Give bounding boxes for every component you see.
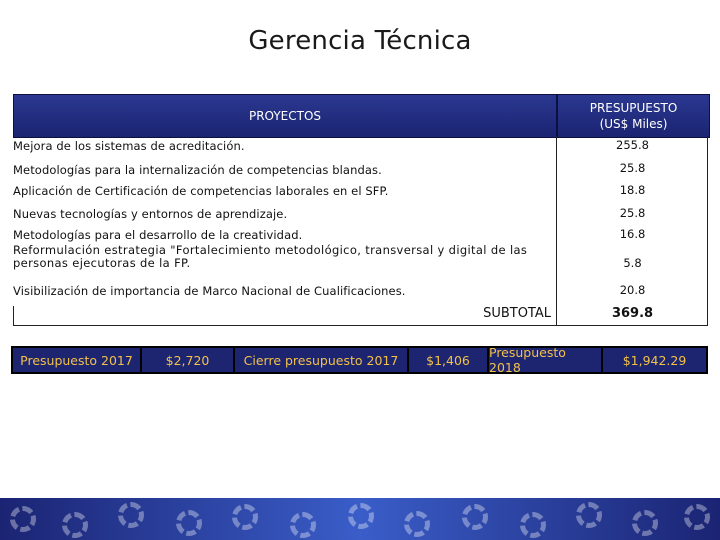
table-row-budget: 18.8 [619,183,646,197]
gear-icon [118,502,144,528]
header-projects: PROYECTOS [13,94,557,138]
budget-2017-label: Presupuesto 2017 [13,348,142,372]
closing-2017-value: $1,406 [409,348,489,372]
table-row-budget: 16.8 [619,227,646,241]
gear-icon [684,504,710,530]
table-row-project: Metodologías para la internalización de competencias blandas. [13,163,382,177]
left-border [13,306,14,326]
budget-2018-value: $1,942.29 [622,352,687,368]
budget-2018-label: Presupuesto 2018 [489,348,603,372]
table-row-project: Aplicación de Certificación de competencias laborales en el SFP. [13,184,389,198]
projects-table [11,94,708,326]
table-row-project: Nuevas tecnologías y entornos de aprendizaje. [13,207,288,221]
header-budget-line1: PRESUPUESTO [589,101,678,115]
gear-icon [176,510,202,536]
subtotal-value: 369.8 [611,306,654,321]
gear-icon [404,511,430,537]
budget-2017-value: $2,720 [142,348,235,372]
table-row-budget: 25.8 [619,161,646,175]
table-row-project: Metodologías para el desarrollo de la creatividad. [13,228,303,242]
gear-icon [520,512,546,538]
page-title: Gerencia Técnica [248,26,472,56]
table-row-project: Mejora de los sistemas de acreditación. [13,139,245,153]
gear-icon [290,512,316,538]
gear-icon [462,504,488,530]
table-row-project: Reformulación estrategia "Fortalecimiento metodológico, transversal y digital de las personas ejecutoras de la FP. [13,243,528,270]
header-budget-line2: (US$ Miles) [599,117,668,131]
table-row-project: Visibilización de importancia de Marco Nacional de Cualificaciones. [13,284,406,298]
table-row-budget: 25.8 [619,206,646,220]
footer-decoration [0,498,720,540]
closing-2017-label: Cierre presupuesto 2017 [235,348,409,372]
budget-summary-bar [11,346,708,374]
header-budget [557,94,710,138]
gear-icon [10,506,36,532]
table-row-budget: 5.8 [623,256,642,270]
gear-icon [632,510,658,536]
bottom-border [13,325,708,326]
gear-icon [576,502,602,528]
gear-icon [62,512,88,538]
gear-icon [348,503,374,529]
table-row-budget: 20.8 [619,283,646,297]
gear-icon [232,504,258,530]
table-row-budget: 255.8 [616,138,649,152]
subtotal-label: SUBTOTAL [483,306,551,321]
